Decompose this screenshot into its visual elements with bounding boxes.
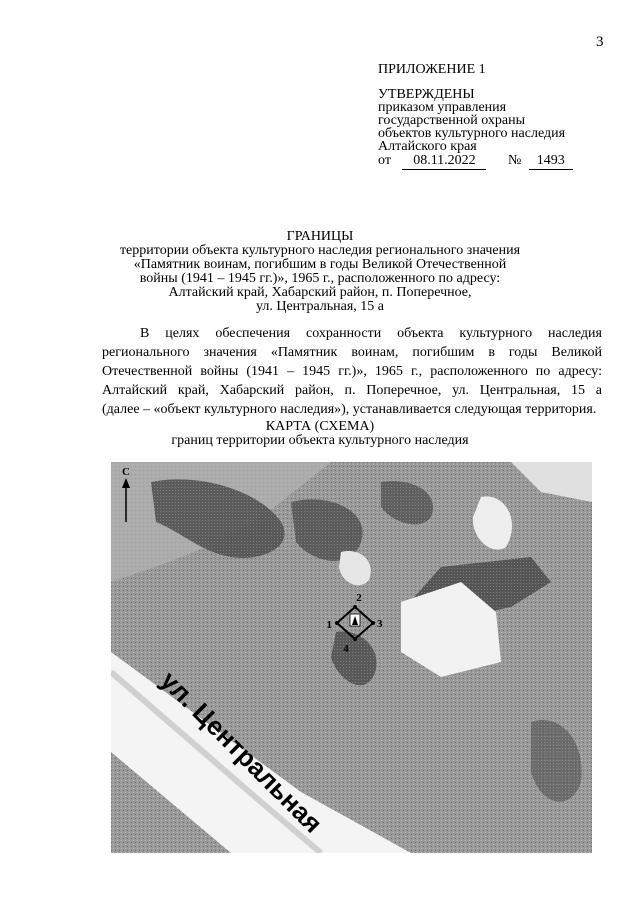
approval-line-3: объектов культурного наследия — [378, 126, 566, 141]
heading-line: Алтайский край, Хабарский район, п. Поперечное, — [168, 285, 472, 300]
heading-line: ул. Центральная, 15 а — [255, 299, 385, 314]
map-image — [111, 462, 592, 853]
body-line: (далее – «объект культурного наследия»), устанавливается следующая территория. — [102, 402, 597, 417]
point-label-1: 1 — [326, 619, 332, 631]
boundary-point — [353, 637, 357, 641]
point-label-2: 2 — [356, 592, 362, 604]
approval-line-1: приказом управления — [378, 100, 507, 115]
map-subtitle: границ территории объекта культурного наследия — [171, 433, 469, 448]
approval-line-2: государственной охраны — [378, 113, 526, 128]
body-paragraph — [102, 324, 602, 419]
heading-line: «Памятник воинам, погибшим в годы Великой Отечественной — [133, 257, 507, 272]
heading-line: войны (1941 – 1945 гг.)», 1965 г., расположенного по адресу: — [139, 271, 501, 286]
boundary-map — [111, 462, 592, 853]
heading-line: территории объекта культурного наследия регионального значения — [119, 243, 521, 258]
body-line: регионального значения «Памятник воинам, погибшим в годы Великой — [102, 345, 602, 360]
number-sign: № — [507, 153, 522, 168]
boundary-point — [371, 621, 375, 625]
map-title: КАРТА (СХЕМА) — [265, 419, 375, 434]
boundary-point — [353, 605, 357, 609]
approved-label: УТВЕРЖДЕНЫ — [378, 87, 475, 102]
point-label-3: 3 — [377, 618, 383, 630]
body-line: В целях обеспечения сохранности объекта культурного наследия — [140, 326, 602, 341]
order-number: 1493 — [529, 153, 573, 170]
approval-line-4: Алтайского края — [378, 139, 477, 154]
page-number: 3 — [596, 34, 604, 50]
street-label: ул. Центральная — [154, 665, 329, 839]
north-label: С — [122, 466, 130, 478]
appendix-label: ПРИЛОЖЕНИЕ 1 — [378, 62, 486, 77]
body-line: Отечественной войны (1941 – 1945 гг.)», 1965 г., расположенного по адресу: — [102, 364, 602, 379]
boundary-point — [335, 621, 339, 625]
point-label-4: 4 — [343, 643, 349, 655]
order-date: 08.11.2022 — [402, 153, 486, 170]
from-label: от — [378, 153, 391, 168]
order-date-number — [378, 153, 573, 170]
heading-title: ГРАНИЦЫ — [286, 229, 354, 244]
body-line: Алтайский край, Хабарский район, п. Поперечное, ул. Центральная, 15 а — [102, 383, 602, 398]
